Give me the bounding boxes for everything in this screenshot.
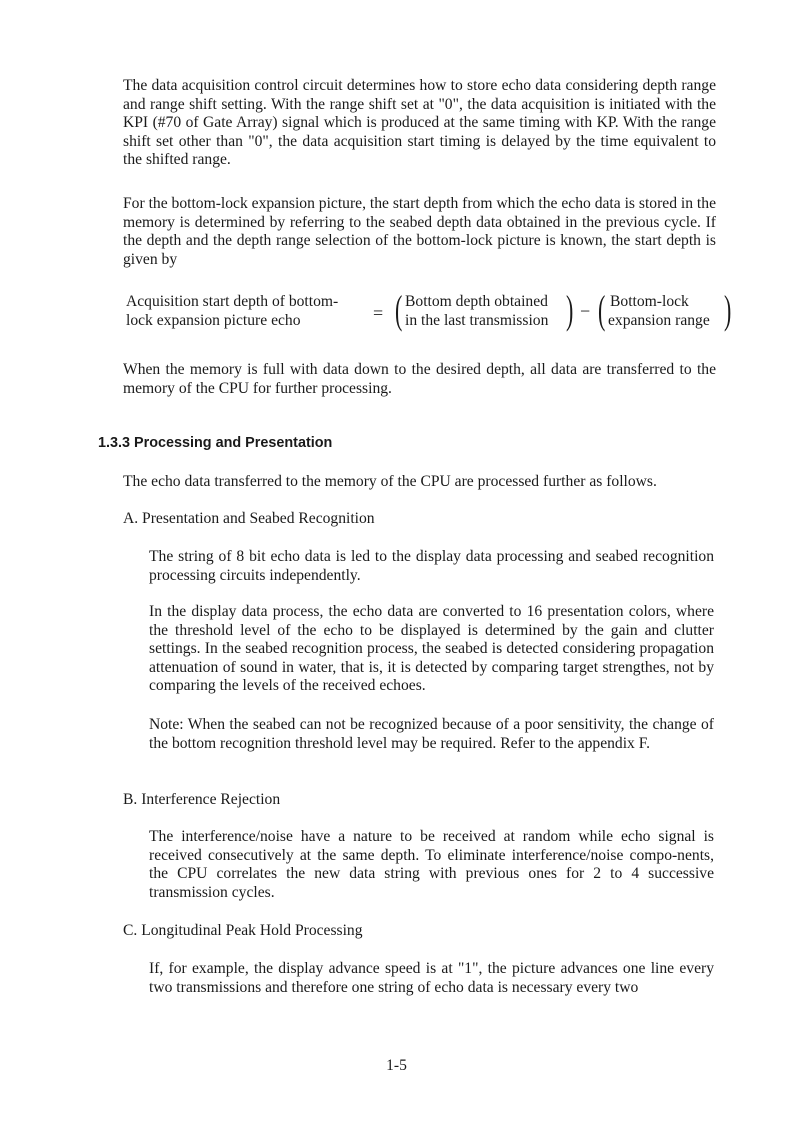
formula-term1-line2: in the last transmission bbox=[405, 312, 549, 329]
right-paren-1: ) bbox=[565, 287, 574, 332]
subsection-a-note: Note: When the seabed can not be recognized because of a poor sensitivity, the change of the bottom recognition threshold level may be required. Refer to the appendix F. bbox=[149, 716, 714, 752]
section-title: 1.3.3 Processing and Presentation bbox=[98, 435, 333, 451]
right-paren-2: ) bbox=[723, 287, 732, 332]
start-depth-formula bbox=[0, 287, 793, 340]
subsection-b-paragraph-1: The interference/noise have a nature to be received at random while echo signal is received consecutively at the same depth. To eliminate interference/noise compo-nents, the CPU correlates the new data string with previous ones for 2 to 4 successive transmission cycles. bbox=[149, 828, 714, 901]
paragraph-data-acquisition: The data acquisition control circuit determines how to store echo data considering depth range and range shift setting. With the range shift set at "0", the data acquisition is initiated with the KPI (#70 of Gate Array) signal which is produced at the same timing with KP. With the range shift set other than "0", the data acquisition start timing is delayed by the time equivalent to the shifted range. bbox=[123, 77, 716, 169]
subsection-c-title: C. Longitudinal Peak Hold Processing bbox=[123, 922, 363, 939]
paragraph-bottom-lock: For the bottom-lock expansion picture, the start depth from which the echo data is stored in the memory is determined by referring to the seabed depth data obtained in the previous cycle. If the depth and the depth range selection of the bottom-lock picture is known, the start depth is given by bbox=[123, 195, 716, 268]
formula-lhs-line1: Acquisition start depth of bottom- bbox=[126, 293, 339, 310]
formula-lhs-line2: lock expansion picture echo bbox=[126, 312, 301, 329]
formula-minus: − bbox=[580, 301, 591, 321]
subsection-b-title: B. Interference Rejection bbox=[123, 791, 281, 808]
subsection-a-paragraph-2: In the display data process, the echo data are converted to 16 presentation colors, where the threshold level of the echo to be displayed is determined by the gain and clutter settings. In the seabed recognition process, the seabed is detected considering propagation attenuation of sound in water, that is, it is detected by comparing target strengthes, not by comparing the levels of the received echoes. bbox=[149, 603, 714, 695]
formula-term2-line1: Bottom-lock bbox=[610, 293, 689, 310]
left-paren-2: ( bbox=[597, 287, 606, 332]
section-intro: The echo data transferred to the memory of the CPU are processed further as follows. bbox=[123, 473, 657, 490]
formula-term1-line1: Bottom depth obtained bbox=[405, 293, 548, 310]
subsection-a-paragraph-1: The string of 8 bit echo data is led to the display data processing and seabed recognition processing circuits independently. bbox=[149, 548, 714, 584]
subsection-c-paragraph-1: If, for example, the display advance speed is at "1", the picture advances one line every two transmissions and therefore one string of echo data is necessary every two bbox=[149, 960, 714, 996]
subsection-a-title: A. Presentation and Seabed Recognition bbox=[123, 510, 375, 527]
paragraph-memory-transfer: When the memory is full with data down to the desired depth, all data are transferred to the memory of the CPU for further processing. bbox=[123, 361, 716, 397]
page-number: 1-5 bbox=[386, 1057, 407, 1074]
left-paren-1: ( bbox=[394, 287, 403, 332]
formula-term2-line2: expansion range bbox=[608, 312, 710, 329]
formula-equals: = bbox=[373, 303, 384, 323]
